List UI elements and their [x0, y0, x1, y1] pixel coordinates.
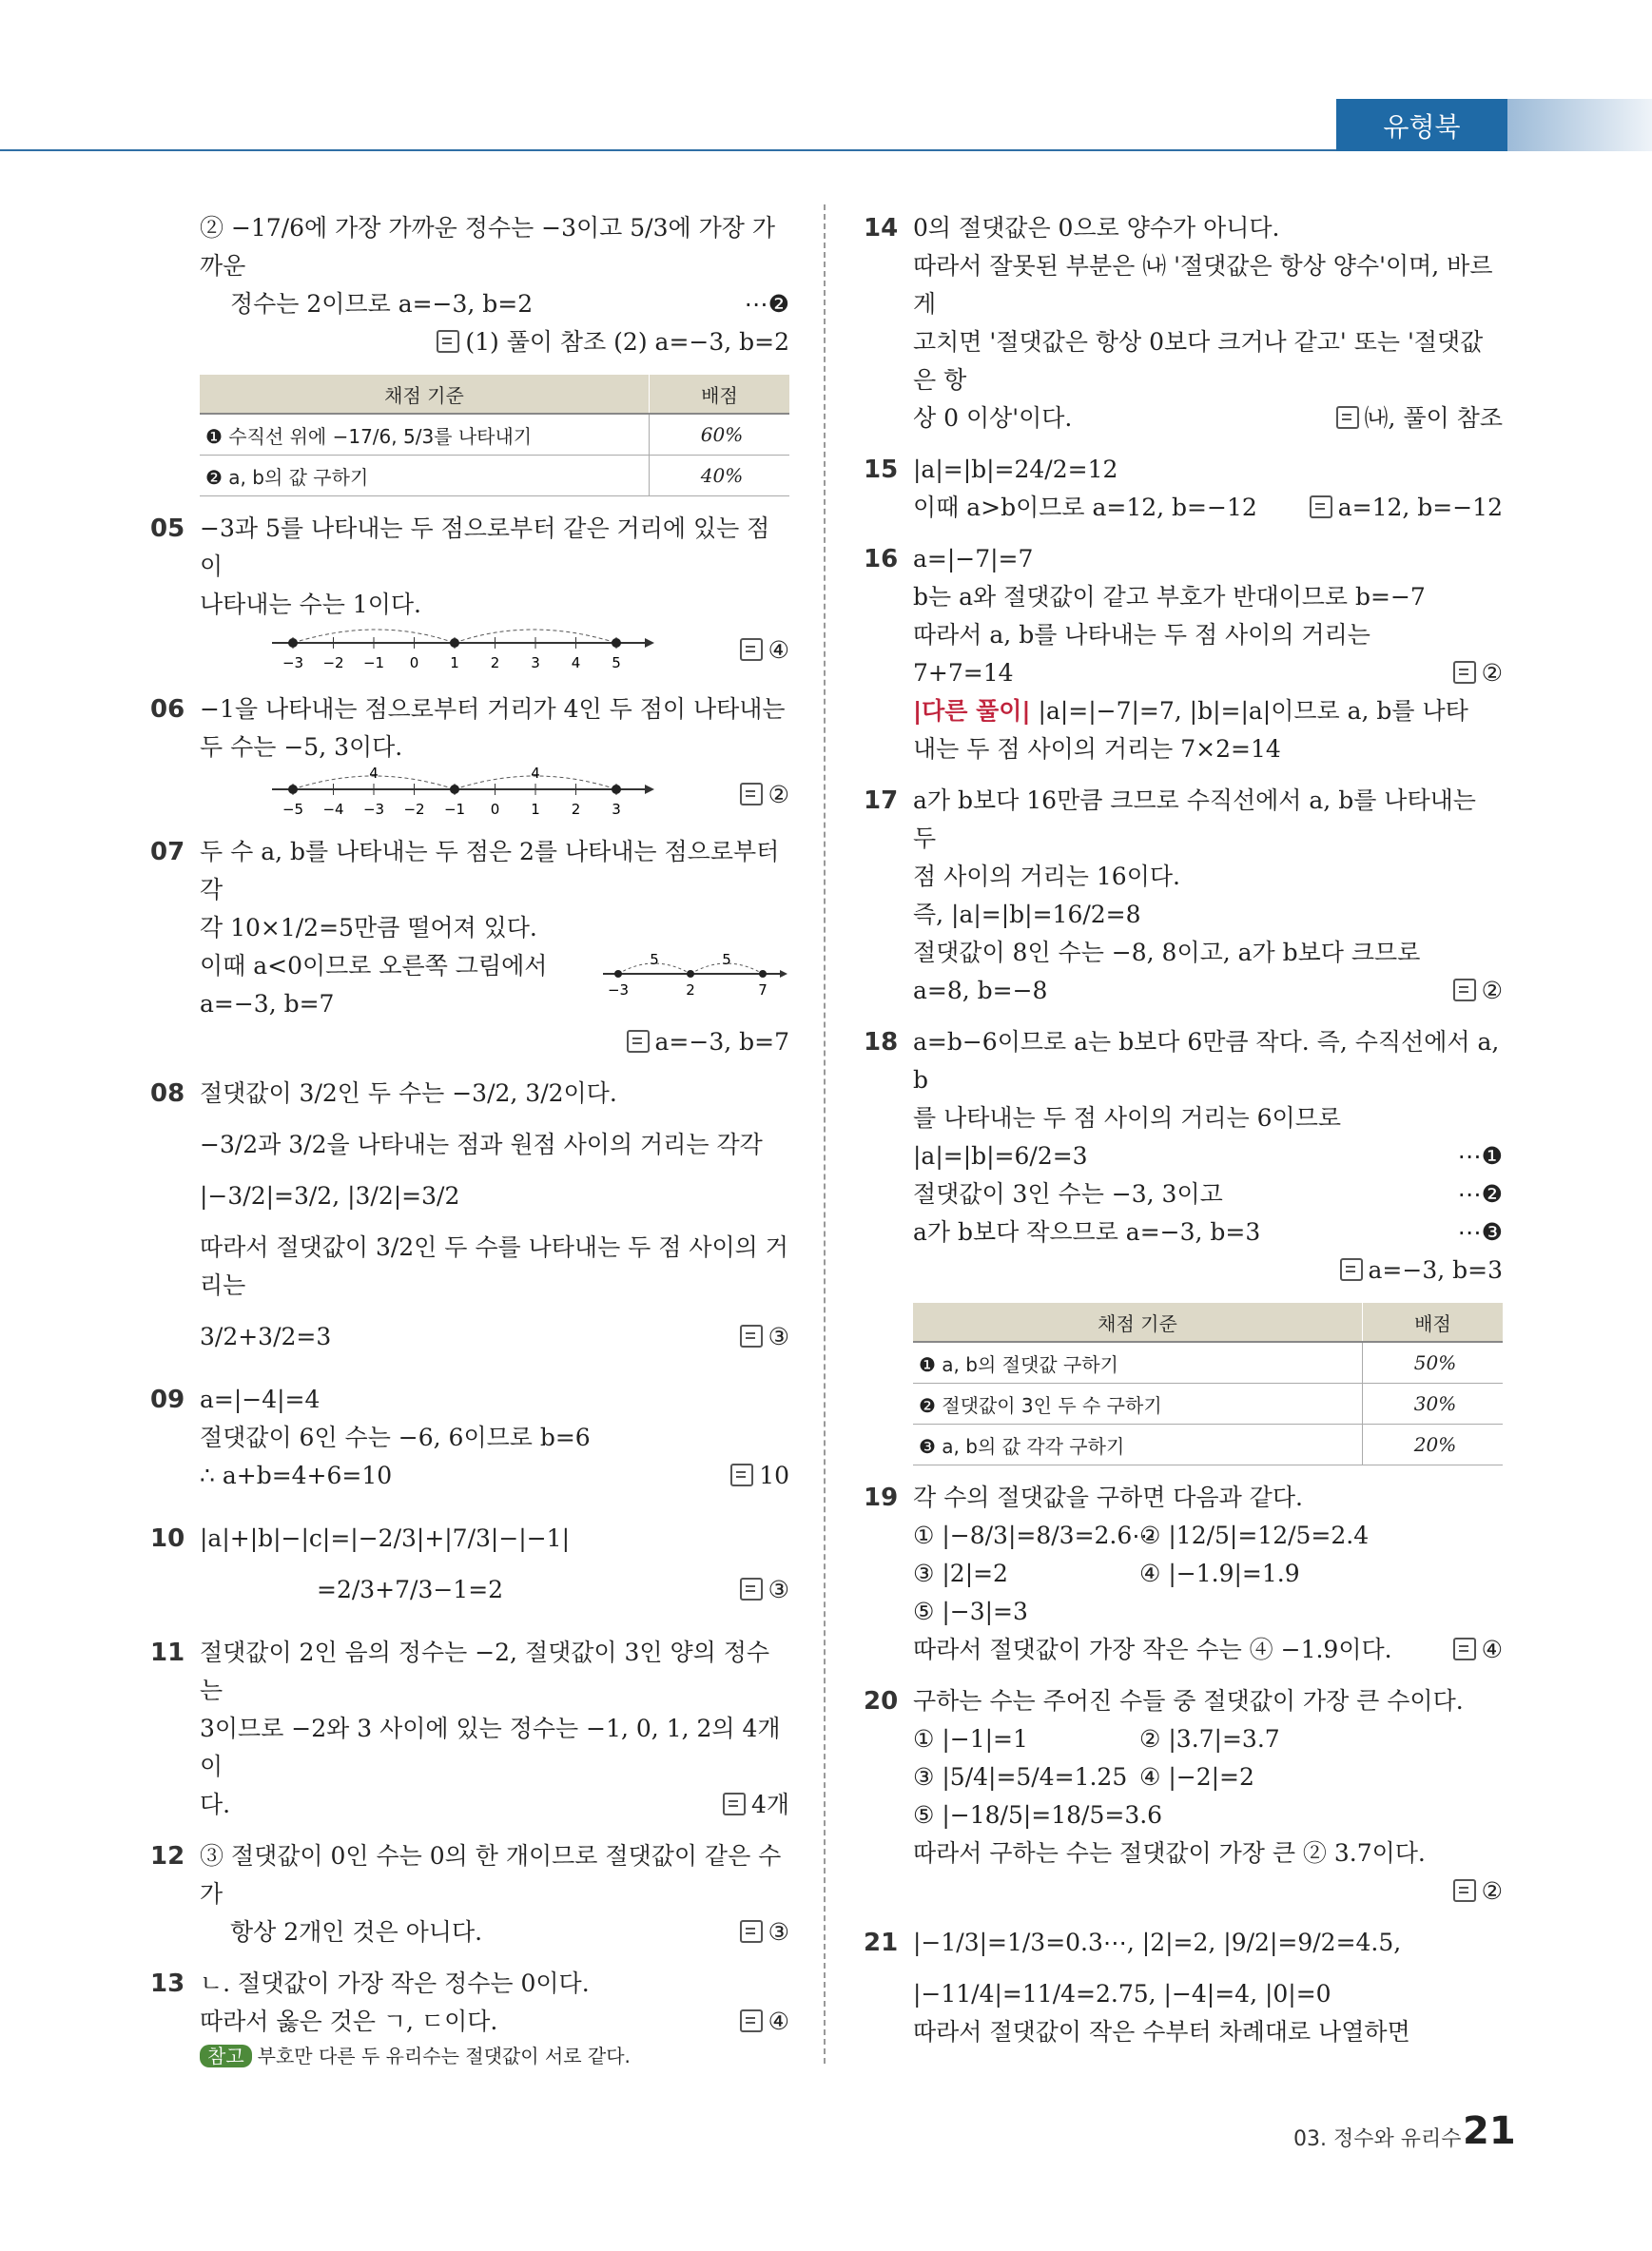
q16-alt: |다른 풀이| |a|=|−7|=7, |b|=|a|이므로 a, b를 나타	[913, 697, 1468, 725]
number-line-06	[150, 767, 789, 820]
q10: 10 |a|+|b|−|c|=|−2/3|+|7/3|−|−1|	[150, 1524, 570, 1553]
tick-label: 3	[531, 654, 540, 671]
q08-line: −3/2과 3/2을 나타내는 점과 원점 사이의 거리는 각각	[200, 1131, 763, 1158]
q12: 12 ③ 절댓값이 0인 수는 0의 한 개이므로 절댓값이 같은 수가	[150, 1842, 782, 1908]
q18-line: 를 나타내는 두 점 사이의 거리는 6이므로	[913, 1104, 1341, 1132]
q06-line: 두 수는 −5, 3이다.	[200, 733, 403, 761]
q09-line: 절댓값이 6인 수는 −6, 6이므로 b=6	[200, 1424, 591, 1451]
point-mid	[450, 638, 459, 648]
answer-icon	[1336, 406, 1359, 429]
q17-line: 즉, |a|=|b|=16/2=8	[913, 901, 1141, 928]
point-a	[288, 638, 298, 648]
q16-line: 따라서 a, b를 나타내는 두 점 사이의 거리는	[913, 621, 1370, 649]
tick-label: 3	[612, 801, 621, 818]
left-column	[150, 209, 789, 2068]
q20-line: ⑤ |−18/5|=18/5=3.6	[913, 1801, 1163, 1829]
answer-icon	[723, 1793, 746, 1815]
answer-icon	[1453, 661, 1476, 684]
q21: 21 |−1/3|=1/3=0.3⋯, |2|=2, |9/2|=9/2=4.5,	[864, 1929, 1402, 1957]
tick-label: 0	[409, 654, 419, 671]
q06-figure: −5 −4 −3 −2 −1 0 1 2 3 4 4 ②	[150, 767, 789, 820]
header-rule	[0, 149, 1336, 151]
q19-line: ⑤ |−3|=3	[913, 1598, 1028, 1625]
q09-line: ∴ a+b=4+6=10 10	[200, 1462, 789, 1489]
q21-line: 따라서 절댓값이 작은 수부터 차례대로 나열하면	[913, 2018, 1410, 2046]
q18: 18 a=b−6이므로 a는 b보다 6만큼 작다. 즉, 수직선에서 a, b	[864, 1028, 1500, 1094]
distance-label: 4	[531, 767, 540, 782]
q14-line: 상 0 이상'이다. ㈏, 풀이 참조	[913, 404, 1503, 432]
right-column	[864, 209, 1503, 2051]
answer-icon	[1310, 495, 1332, 518]
column-divider	[824, 204, 826, 2064]
tick-label: −2	[403, 801, 425, 818]
q18-line: 절댓값이 3인 수는 −3, 3이고 ⋯❷	[913, 1180, 1503, 1208]
q19-line: ① |−8/3|=8/3=2.6⋯ ② |12/5|=12/5=2.4	[913, 1522, 1370, 1549]
answer-icon	[437, 330, 459, 353]
answer-icon	[740, 1325, 763, 1348]
tick-label: 2	[490, 654, 500, 671]
q20-line: 따라서 구하는 수는 절댓값이 가장 큰 ② 3.7이다.	[913, 1839, 1426, 1867]
q08: 08 절댓값이 3/2인 두 수는 −3/2, 3/2이다.	[150, 1079, 617, 1108]
q16-line: 7+7=14 ②	[913, 659, 1503, 687]
q17: 17 a가 b보다 16만큼 크므로 수직선에서 a, b를 나타내는 두	[864, 786, 1476, 852]
q21-line: |−11/4|=11/4=2.75, |−4|=4, |0|=0	[913, 1980, 1331, 2008]
q13: 13 ㄴ. 절댓값이 가장 작은 정수는 0이다.	[150, 1970, 590, 1998]
tick-label: −3	[362, 801, 385, 818]
q18-line: a가 b보다 작으므로 a=−3, b=3 ⋯❸	[913, 1218, 1503, 1246]
scoring-table: 채점 기준 배점 ❶ 수직선 위에 −17/6, 5/3를 나타내기 60% ❷ a, b의 값 구하기 40%	[200, 375, 789, 496]
q17-line: 절댓값이 8인 수는 −8, 8이고, a가 b보다 크므로	[913, 939, 1421, 966]
tick-label: −2	[322, 654, 344, 671]
answer-icon	[1340, 1258, 1363, 1281]
tab-gradient	[1507, 99, 1652, 151]
q19-line: ③ |2|=2 ④ |−1.9|=1.9	[913, 1560, 1300, 1587]
distance-label: 5	[722, 951, 731, 968]
page-number: 21	[1463, 2109, 1516, 2153]
tip-label: 참고	[200, 2045, 252, 2067]
q07-line: 이때 a<0이므로 오른쪽 그림에서 5 5 −3 2 7	[150, 947, 789, 985]
q12-line: 항상 2개인 것은 아니다. ③	[230, 1918, 789, 1946]
answer-icon	[740, 2009, 763, 2032]
q05-figure: −3 −2 −1 0 1 2 3 4 5 ④	[150, 624, 789, 677]
tick-label: −5	[282, 801, 304, 818]
q19-line: 따라서 절댓값이 가장 작은 수는 ④ −1.9이다. ④	[913, 1636, 1503, 1663]
q16: 16 a=|−7|=7	[864, 545, 1034, 573]
section-tab: 유형북	[1336, 99, 1507, 151]
q19: 19 각 수의 절댓값을 구하면 다음과 같다.	[864, 1484, 1303, 1512]
q16-line: b는 a와 절댓값이 같고 부호가 반대이므로 b=−7	[913, 583, 1426, 611]
q20-line: ① |−1|=1 ② |3.7|=3.7	[913, 1725, 1280, 1753]
distance-label: 4	[369, 767, 379, 782]
q20-answer: ②	[864, 1873, 1503, 1911]
q20: 20 구하는 수는 주어진 수들 중 절댓값이 가장 큰 수이다.	[864, 1687, 1464, 1716]
tick-label: 1	[450, 654, 459, 671]
tick-label: −4	[322, 801, 344, 818]
answer-icon	[1453, 1879, 1476, 1902]
q06: 06 −1을 나타내는 점으로부터 거리가 4인 두 점이 나타내는	[150, 695, 786, 724]
tick-label: −3	[282, 654, 304, 671]
q09: 09 a=|−4|=4	[150, 1386, 321, 1414]
tick-label: 1	[531, 801, 540, 818]
answer-icon	[627, 1030, 650, 1053]
q07: 07 두 수 a, b를 나타내는 두 점은 2를 나타내는 점으로부터 각	[150, 838, 780, 903]
q17-line: 점 사이의 거리는 16이다.	[913, 863, 1180, 890]
q13-line: 따라서 옳은 것은 ㄱ, ㄷ이다. ④	[200, 2008, 789, 2035]
answer-icon	[730, 1464, 753, 1486]
answer-icon	[1453, 979, 1476, 1001]
q15: 15 |a|=|b|=24/2=12	[864, 456, 1118, 484]
q20-line: ③ |5/4|=5/4=1.25 ④ |−2|=2	[913, 1763, 1254, 1791]
q15-line: 이때 a>b이므로 a=12, b=−12 a=12, b=−12	[913, 494, 1503, 521]
tick-label: −1	[362, 654, 385, 671]
q04-line: 정수는 2이므로 a=−3, b=2 ⋯❷	[230, 290, 789, 318]
tick-label: 0	[490, 801, 500, 818]
q18-line: |a|=|b|=6/2=3 ⋯❶	[913, 1142, 1503, 1170]
answer-icon	[740, 1920, 763, 1943]
answer-icon	[740, 783, 763, 805]
q08-line: |−3/2|=3/2, |3/2|=3/2	[200, 1182, 460, 1210]
chapter-label: 03. 정수와 유리수	[1293, 2127, 1462, 2151]
q11-line: 다. 4개	[200, 1791, 789, 1818]
q05-line: 나타내는 수는 1이다.	[200, 591, 421, 618]
q18-answer: a=−3, b=3	[864, 1252, 1503, 1290]
tick-label: −1	[443, 801, 466, 818]
answer-icon	[740, 1578, 763, 1601]
tip-note: 참고 부호만 다른 두 유리수는 절댓값이 서로 같다.	[150, 2041, 789, 2068]
point-b	[612, 638, 621, 648]
q04-answer: (1) 풀이 참조 (2) a=−3, b=2	[150, 323, 789, 361]
tick-label: 4	[571, 654, 581, 671]
tick-label: 2	[686, 981, 695, 999]
distance-label: 5	[650, 951, 659, 968]
q11-line: 3이므로 −2와 3 사이에 있는 정수는 −1, 0, 1, 2의 4개이	[200, 1715, 781, 1780]
number-line-05	[150, 624, 789, 677]
q07-line: 각 10×1/2=5만큼 떨어져 있다.	[200, 914, 537, 941]
q14: 14 0의 절댓값은 0으로 양수가 아니다.	[864, 214, 1280, 243]
q08-line: 3/2+3/2=3 ③	[200, 1323, 789, 1350]
q04-line: ② −17/6에 가장 가까운 정수는 −3이고 5/3에 가장 가까운	[200, 214, 776, 280]
q17-line: a=8, b=−8 ②	[913, 977, 1503, 1004]
q14-line: 따라서 잘못된 부분은 ㈏ '절댓값은 항상 양수'이며, 바르게	[913, 252, 1493, 318]
q10-line: =2/3+7/3−1=2 ③	[317, 1576, 789, 1603]
q16-alt-line: 내는 두 점 사이의 거리는 7×2=14	[913, 735, 1281, 763]
q07-line: a=−3, b=7	[200, 990, 335, 1018]
alt-solution-label: |다른 풀이|	[913, 697, 1031, 725]
q08-line: 따라서 절댓값이 3/2인 두 수를 나타내는 두 점 사이의 거리는	[200, 1233, 788, 1299]
answer-icon	[740, 638, 763, 661]
scoring-table: 채점 기준 배점 ❶ a, b의 절댓값 구하기 50% ❷ 절댓값이 3인 두 수 구하기 30% ❸ a, b의 값 각각 구하기 20%	[913, 1303, 1503, 1465]
tick-label: 7	[758, 981, 768, 999]
q14-line: 고치면 '절댓값은 항상 0보다 크거나 같고' 또는 '절댓값은 항	[913, 328, 1484, 394]
q07-answer: a=−3, b=7	[150, 1023, 789, 1061]
answer-icon	[1453, 1638, 1476, 1660]
tick-label: −3	[607, 981, 630, 999]
q05: 05 −3과 5를 나타내는 두 점으로부터 같은 거리에 있는 점이	[150, 514, 770, 580]
tick-label: 2	[571, 801, 581, 818]
tick-label: 5	[612, 654, 621, 671]
q11: 11 절댓값이 2인 음의 정수는 −2, 절댓값이 3인 양의 정수는	[150, 1639, 770, 1704]
